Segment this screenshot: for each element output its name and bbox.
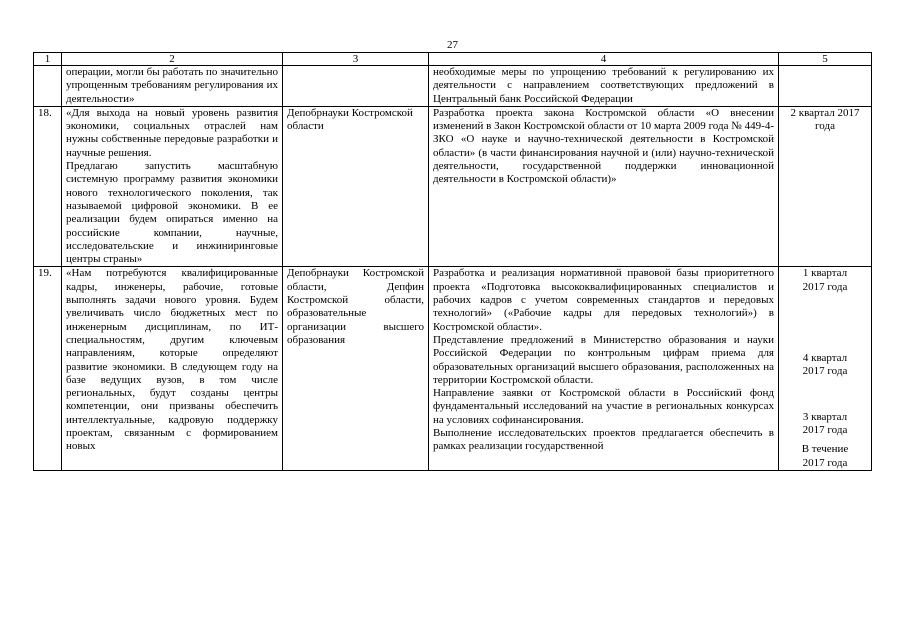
- table-row: [34, 106, 872, 267]
- measure-text: Направление заявки от Костромской области в Российский фонд фундаментальный исследований на участие в региональных конкурсах на условиях софинансирования.: [433, 387, 774, 426]
- measure-text: Выполнение исследовательских проектов предлагается обеспечить в рамках реализации государственной: [433, 427, 774, 453]
- column-header-1: 1: [34, 53, 62, 66]
- deadline-text: В течение 2017 года: [801, 443, 849, 469]
- executor-cell: [283, 66, 429, 107]
- proposal-cell: [62, 106, 283, 267]
- column-header-3: 3: [283, 53, 429, 66]
- deadline-text: 1 квартал 2017 года: [802, 267, 848, 293]
- proposal-cell: [62, 66, 283, 107]
- proposal-cell: [62, 267, 283, 470]
- deadline-text: 3 квартал 2017 года: [802, 410, 848, 436]
- deadline-text: 4 квартал 2017 года: [802, 352, 848, 378]
- deadline-text: 2 квартал 2017 года: [790, 106, 860, 133]
- column-header-5: 5: [779, 53, 872, 66]
- row-number: [34, 66, 62, 107]
- table-row: [34, 267, 872, 470]
- table-row: [34, 66, 872, 107]
- column-header-2: 2: [62, 53, 283, 66]
- measure-text: Разработка и реализация нормативной правовой базы приоритетного проекта «Подготовка высококвалифицированных специалистов и рабочих кадров с учетом современных стандартов и передовых технологий» («Рабочие кадры для передовых технологий») в Костромской области».: [433, 267, 774, 333]
- proposal-text: «Нам потребуются квалифицированные кадры, инженеры, рабочие, готовые выполнять задачи нового уровня. Будем увеличивать число бюджетных мест по инженерным дисциплинам, по ИТ-специальностям, другим ключевым направлениям, которые определяют развитие экономики. В следующем году на базе ведущих вузов, в том числе региональных, будут созданы центры компетенции, они призваны обеспечить интеллектуальные, кадровую поддержку проектам, связанным с формированием новых: [66, 267, 278, 453]
- measures-cell: [429, 106, 779, 267]
- column-header-4: 4: [429, 53, 779, 66]
- deadline-cell: [779, 267, 872, 470]
- row-number: 18.: [34, 106, 62, 267]
- proposal-text: «Для выхода на новый уровень развития экономики, социальных отраслей нам нужны собственные передовые разработки и научные решения.: [66, 106, 278, 159]
- proposal-text: Предлагаю запустить масштабную системную программу развития экономики нового технологического поколения, так называемой цифровой экономики. В ее реализации будем опираться именно на российские компании, научные, исследовательские и инжиниринговые центры страны»: [66, 160, 278, 266]
- measures-cell: [429, 66, 779, 107]
- table-header-row: [34, 53, 872, 66]
- page-number: 27: [447, 39, 458, 51]
- measures-table: [33, 52, 872, 471]
- measure-text: необходимые меры по упрощению требований к регулированию их деятельности с направлением соответствующих предложений в Центральный банк Российской Федерации: [433, 66, 774, 105]
- measures-cell: [429, 267, 779, 470]
- measure-text: Разработка проекта закона Костромской области «О внесении изменений в Закон Костромской области от 10 марта 2009 года № 449-4-ЗКО «О науке и научно-технической деятельности в Костромской области» (в части финансирования научной и (или) научно-технической деятельности, государственной поддержки инновационной деятельности в Костромской области)»: [433, 106, 774, 186]
- proposal-text: операции, могли бы работать по значительно упрощенным требованиям регулирования их деятельности»: [66, 66, 278, 105]
- measure-text: Представление предложений в Министерство образования и науки Российской Федерации по контрольным цифрам приема для образовательных организаций высшего образования, расположенных на территории Костромской области.: [433, 333, 774, 386]
- executor-cell: Депобрнауки Костромской области: [283, 106, 429, 267]
- deadline-cell: [779, 106, 872, 267]
- row-number: 19.: [34, 267, 62, 470]
- executor-cell: Депобрнауки Костромской области, Депфин Костромской области, образовательные организации высшего образования: [283, 267, 429, 470]
- deadline-cell: [779, 66, 872, 107]
